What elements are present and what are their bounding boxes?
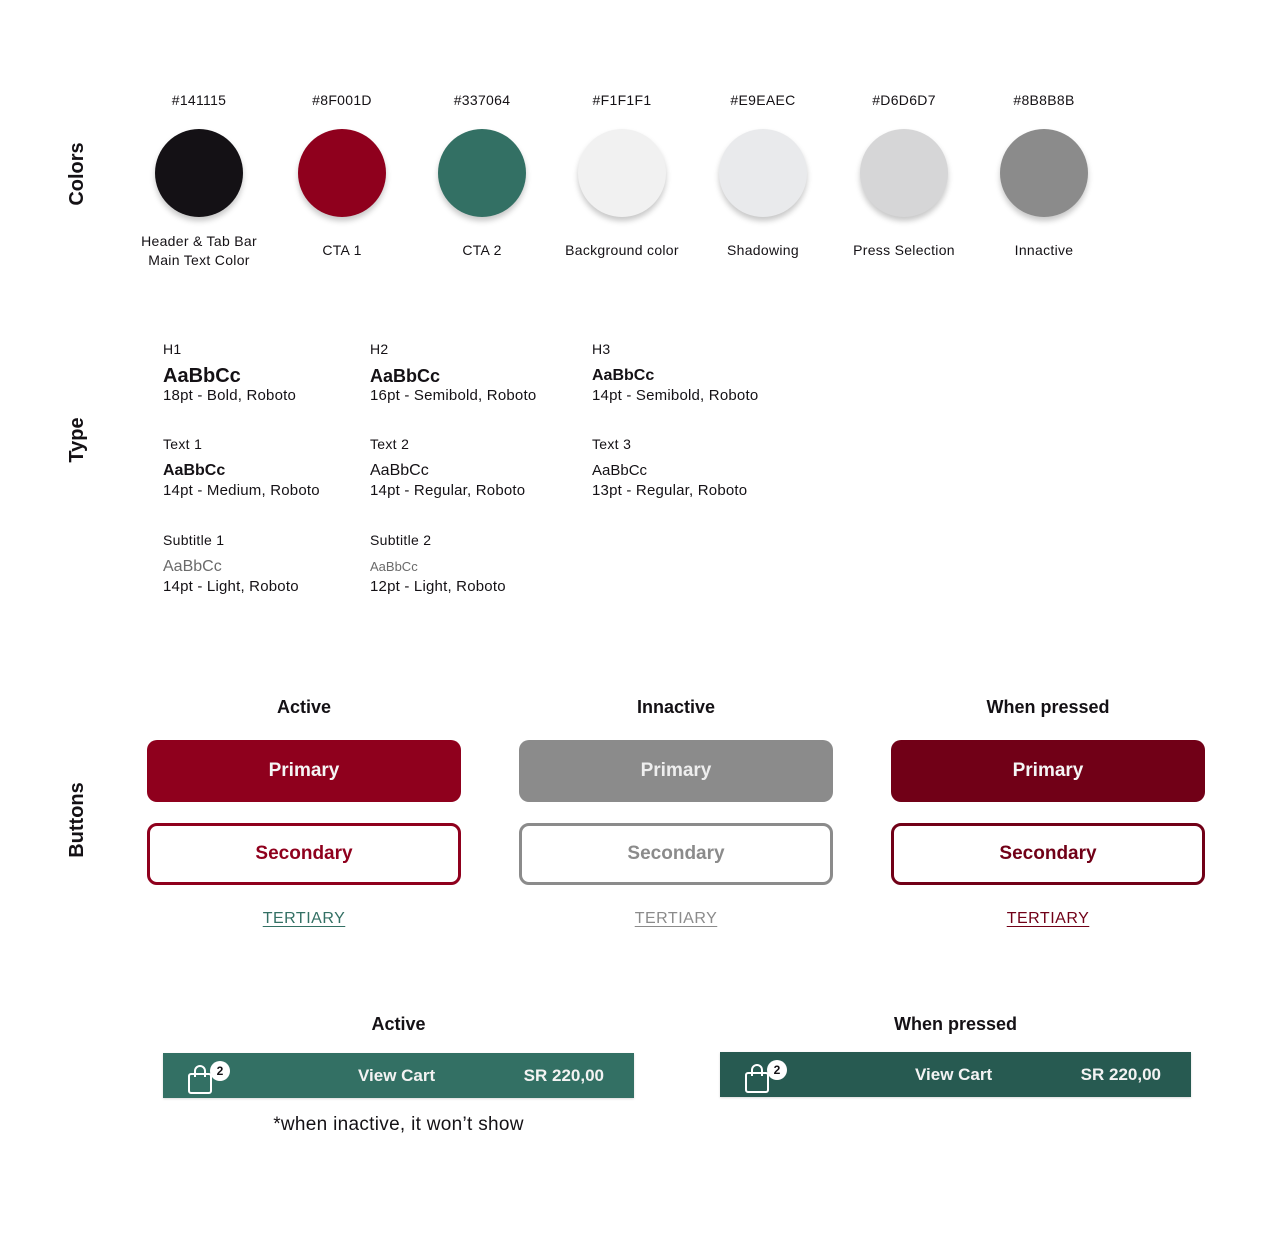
color-circle — [155, 129, 243, 217]
color-circle — [1000, 129, 1088, 217]
type-sample: AaBbCc — [163, 365, 241, 387]
type-sample: AaBbCc — [592, 367, 655, 384]
type-text3 — [592, 435, 747, 501]
color-name-line1: Header & Tab Bar — [141, 233, 257, 249]
color-name: CTA 1 — [322, 242, 362, 258]
section-label-type: Type — [66, 417, 88, 463]
section-label-colors: Colors — [66, 142, 88, 206]
color-circle — [719, 129, 807, 217]
type-label: H3 — [592, 341, 611, 357]
type-label: H2 — [370, 341, 389, 357]
type-label: H1 — [163, 341, 182, 357]
type-label: Text 1 — [163, 436, 203, 452]
view-cart-bar-pressed[interactable] — [720, 1052, 1191, 1097]
type-label: Text 2 — [370, 436, 410, 452]
secondary-button-active[interactable]: Secondary — [147, 823, 461, 885]
type-sample: AaBbCc — [592, 462, 648, 479]
cart-icon-group — [187, 1061, 233, 1093]
buttons-col-title-inactive: Innactive — [636, 697, 716, 717]
type-spec: 14pt - Regular, Roboto — [370, 482, 526, 499]
color-name: Press Selection — [853, 242, 955, 258]
type-sample: AaBbCc — [370, 559, 418, 574]
type-text2 — [370, 435, 525, 501]
tertiary-button-pressed[interactable]: TERTIARY — [1006, 910, 1090, 927]
secondary-button-inactive[interactable]: Secondary — [519, 823, 833, 885]
cart-inactive-note: *when inactive, it won’t show — [273, 1114, 524, 1135]
type-label: Subtitle 2 — [370, 532, 432, 548]
type-spec: 12pt - Light, Roboto — [370, 578, 506, 595]
tertiary-button-inactive[interactable]: TERTIARY — [634, 910, 718, 927]
cart-total: SR 220,00 — [1080, 1064, 1161, 1084]
cart-title-active: Active — [371, 1014, 426, 1034]
color-hex: #8B8B8B — [1013, 92, 1075, 108]
color-swatch-inactive — [974, 91, 1114, 260]
type-subtitle1 — [163, 531, 299, 597]
type-sample: AaBbCc — [370, 366, 441, 386]
type-sample: AaBbCc — [163, 462, 226, 479]
type-spec: 14pt - Medium, Roboto — [163, 482, 320, 499]
color-name: Background color — [565, 242, 679, 258]
color-name: Innactive — [1014, 242, 1074, 258]
color-swatch-cta2 — [412, 91, 552, 260]
color-swatch-shadowing — [693, 91, 833, 260]
view-cart-label: View Cart — [358, 1065, 436, 1085]
color-name: CTA 2 — [462, 242, 502, 258]
type-spec: 14pt - Light, Roboto — [163, 578, 299, 595]
view-cart-label: View Cart — [915, 1064, 993, 1084]
color-hex: #8F001D — [312, 92, 372, 108]
color-circle — [298, 129, 386, 217]
cart-count-badge: 2 — [210, 1061, 230, 1081]
color-swatch-press-selection — [834, 91, 974, 260]
secondary-button-pressed[interactable]: Secondary — [891, 823, 1205, 885]
color-circle — [860, 129, 948, 217]
color-hex: #F1F1F1 — [592, 92, 652, 108]
type-spec: 13pt - Regular, Roboto — [592, 482, 748, 499]
color-swatch-cta1 — [272, 91, 412, 260]
color-name-line2: Main Text Color — [148, 252, 250, 268]
view-cart-bar-active[interactable] — [163, 1053, 634, 1098]
color-hex: #337064 — [453, 92, 511, 108]
primary-button-inactive[interactable]: Primary — [519, 740, 833, 802]
primary-button-pressed[interactable]: Primary — [891, 740, 1205, 802]
type-text1 — [163, 435, 320, 501]
type-subtitle2 — [370, 531, 506, 597]
tertiary-button-active[interactable]: TERTIARY — [262, 910, 346, 927]
color-hex: #E9EAEC — [730, 92, 796, 108]
type-spec: 16pt - Semibold, Roboto — [370, 387, 537, 404]
type-label: Subtitle 1 — [163, 532, 225, 548]
color-hex: #D6D6D7 — [872, 92, 936, 108]
type-label: Text 3 — [592, 436, 632, 452]
cart-title-pressed: When pressed — [893, 1014, 1018, 1034]
color-name: Shadowing — [727, 242, 799, 258]
type-h1 — [163, 340, 296, 406]
color-circle — [578, 129, 666, 217]
cart-total: SR 220,00 — [523, 1065, 604, 1085]
type-h2 — [370, 340, 536, 406]
color-hex: #141115 — [171, 92, 227, 108]
type-spec: 14pt - Semibold, Roboto — [592, 387, 759, 404]
buttons-col-title-pressed: When pressed — [986, 697, 1110, 717]
type-sample: AaBbCc — [370, 462, 429, 479]
color-circle — [438, 129, 526, 217]
section-label-buttons: Buttons — [66, 782, 88, 858]
primary-button-active[interactable]: Primary — [147, 740, 461, 802]
color-name — [129, 232, 269, 270]
cart-icon-group — [744, 1060, 790, 1092]
type-h3 — [592, 340, 758, 406]
color-swatch-background — [552, 91, 692, 260]
type-spec: 18pt - Bold, Roboto — [163, 387, 297, 404]
type-sample: AaBbCc — [163, 558, 222, 575]
cart-count-badge: 2 — [767, 1060, 787, 1080]
color-swatch-main-text — [129, 91, 269, 270]
buttons-col-title-active: Active — [276, 697, 332, 717]
